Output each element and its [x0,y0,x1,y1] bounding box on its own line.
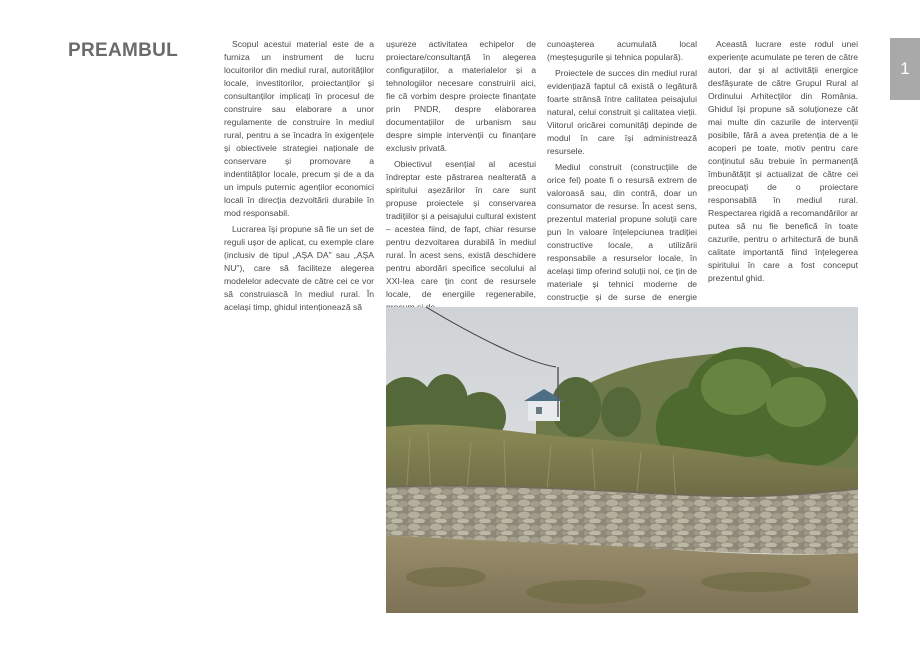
paragraph: Mediul construit (construcțiile de orice fel) poate fi o resursă extrem de valoroasă sau, din contră, doar un consumator de resurse. În acest sens, prezentul material propune soluții care pun în valoare înțelepciunea tradiției constructive locale, a utilizării responsabile a resurselor locale, în același timp oferind soluții noi, ce țin de materiale și tehnici moderne de construcție și de surse de energie [547,162,697,302]
paragraph: Scopul acestui material este de a furniza un instrument de lucru locuitorilor din mediul rural, autorităților locale, investitorilor, proiectanților și consultanților implicați în procesul de construire sau elaborare a unor regulamente de construire în mediul rural, pentru a se încadra în exigențele și obiectivele strategiei naționale de conservare și promovare a indentităților locale, precum și de a da un impuls puternic agenților economici locali în direcția dezvoltării durabile în mod responsabil. [224,39,374,218]
text-column-3 [547,38,697,320]
paragraph: Proiectele de succes din mediul rural evidențiază faptul că există o legătură foarte strânsă între calitatea peisajului natural, celui construit și calitatea vieții. Viitorul oricărei comunități depinde de modul în care își administrează resursele. [547,68,697,156]
text-column-4 [708,38,858,288]
paragraph: Lucrarea își propune să fie un set de reguli ușor de aplicat, cu exemple clare (inclusiv de tipul „AȘA DA" sau „AȘA NU"), care să faciliteze alegerea modelelor adecvate de către cei ce vor să construiască în mediul rural. În același timp, ghidul intenționează să [224,224,374,312]
landscape-photo [386,307,858,613]
paragraph: ușureze activitatea echipelor de proiectare/consultanță în alegerea configurațiilor, a materialelor și a tehnologiilor necesare construirii aici, fie că vorbim despre proiecte finanțate prin PNDR, despre elaborarea documentațiilor de urbanism sau despre simple intervenții cu finanțare exclusiv privată. [386,39,536,153]
paragraph: Obiectivul esențial al acestui îndreptar este păstrarea nealterată a spiritului așezărilor în care sunt propuse proiectele și conservarea tradițiilor și a peisajului cultural existent – acestea fiind, de fapt, chiar resurse pentru dezvoltarea durabilă în mediul rural. În acest sens, există deschidere pentru abordări specifice secolului al XXI-lea care țin cont de resursele locale, de energiile regenerabile, [386,159,536,299]
text-column-1 [224,38,374,317]
page-number-tab [890,38,920,100]
page-title: PREAMBUL [68,40,179,61]
paragraph: Această lucrare este rodul unei experiențe acumulate pe teren de către autori, dar și al activității energice desfășurate de către Grupul Rural al Ordinului Arhitecților din România. Ghidul își propune să soluționeze cât mai multe din cazurile de intervenții posibile, fără a avea pretenția de a le acoperi pe toate, motiv pentru care conținutul său trebuie în permanență îmbunătățit și actualizat de către cei preocupați de o proiectare responsabilă în mediul rural. Respectarea rigidă a recomandărilor ar putea să nu fie benefică în toate cazurile, pentru o arhitectură de bună calitate importantă fiind înțelegerea spiritului în care a fost conceput prezentul ghid. [708,39,858,283]
text-column-2 [386,38,536,317]
paragraph: cunoașterea acumulată local (meșteșugurile și tehnica populară). [547,39,697,62]
page-number: 1 [900,59,910,78]
landscape-photo-illustration [386,307,858,613]
